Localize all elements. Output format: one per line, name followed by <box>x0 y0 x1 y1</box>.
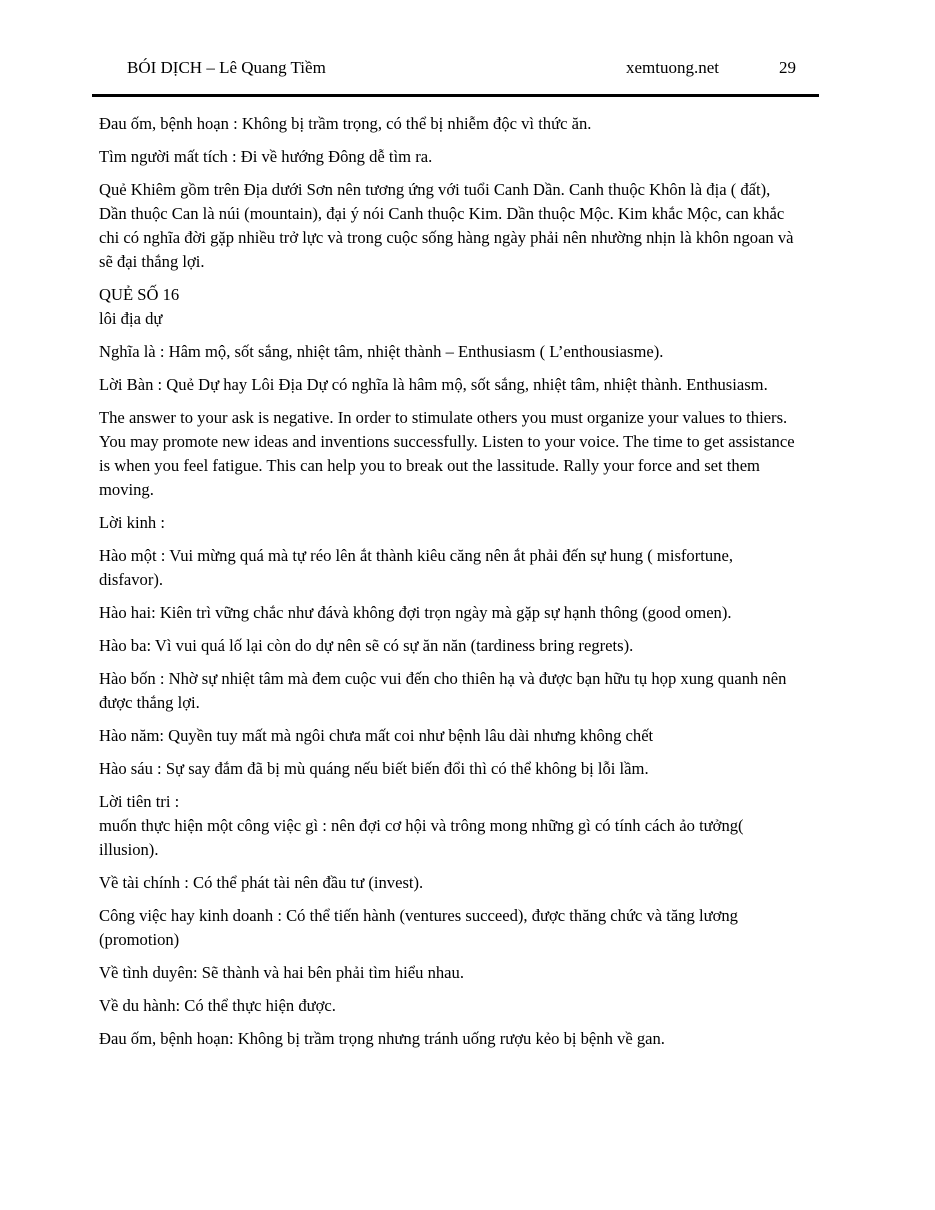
page-header <box>0 58 935 80</box>
paragraph-hao-4: Hào bốn : Nhờ sự nhiệt tâm mà đem cuộc vui đến cho thiên hạ và được bạn hữu tụ họp xung quanh nên được thắng lợi. <box>99 669 787 712</box>
paragraph-travel: Về du hành: Có thể thực hiện được. <box>99 996 336 1015</box>
paragraph-loi-kinh: Lời kinh : <box>99 513 165 532</box>
paragraph-hao-2: Hào hai: Kiên trì vững chắc như đávà không đợi trọn ngày mà gặp sự hạnh thông (good omen). <box>99 603 732 622</box>
paragraph-commentary: Lời Bàn : Quẻ Dự hay Lôi Địa Dự có nghĩa là hâm mộ, sốt sắng, nhiệt tâm, nhiệt thành. Enthusiasm. <box>99 375 768 394</box>
paragraph-love: Về tình duyên: Sẽ thành và hai bên phải tìm hiểu nhau. <box>99 963 464 982</box>
header-site: xemtuong.net <box>626 58 720 77</box>
header-title: BÓI DỊCH – Lê Quang Tiềm <box>127 58 326 77</box>
paragraph-que-khiem: Quẻ Khiêm gồm trên Địa dưới Sơn nên tương ứng với tuổi Canh Dần. Canh thuộc Khôn là địa ( đất), Dần thuộc Can là núi (mountain), đại ý nói Canh thuộc Kim. Dần thuộc Mộc. Kim khắc Mộc, can khắc chi có nghĩa đời gặp nhiều trở lực và trong cuộc sống hàng ngày phải nên nhường nhịn là khôn ngoan và sẽ đại thắng lợi. <box>99 180 794 271</box>
paragraph-finance: Về tài chính : Có thể phát tài nên đầu tư (invest). <box>99 873 424 892</box>
section-subheading: lôi địa dự <box>99 309 163 328</box>
paragraph-prophecy: muốn thực hiện một công việc gì : nên đợi cơ hội và trông mong những gì có tính cách ảo tưởng( illusion). <box>99 816 744 859</box>
paragraph-english: The answer to your ask is negative. In order to stimulate others you must organize your values to thiers. You may promote new ideas and inventions successfully. Listen to your voice. The time to get assistance is when you feel fatigue. This can help you to break out the lassitude. Rally your force and set them moving. <box>99 408 795 499</box>
paragraph-business: Công việc hay kinh doanh : Có thể tiến hành (ventures succeed), được thăng chức và tăng lương (promotion) <box>99 906 738 949</box>
paragraph-missing-person: Tìm người mất tích : Đi về hướng Đông dễ tìm ra. <box>99 147 433 166</box>
paragraph-hao-6: Hào sáu : Sự say đắm đã bị mù quáng nếu biết biến đổi thì có thể không bị lỗi lầm. <box>99 759 649 778</box>
page-number: 29 <box>779 58 796 77</box>
document-body <box>99 112 799 1060</box>
paragraph-prophecy-label: Lời tiên tri : <box>99 792 180 811</box>
paragraph-illness-2: Đau ốm, bệnh hoạn: Không bị trầm trọng nhưng tránh uống rượu kẻo bị bệnh về gan. <box>99 1029 665 1048</box>
paragraph-hao-5: Hào năm: Quyền tuy mất mà ngôi chưa mất coi như bệnh lâu dài nhưng không chết <box>99 726 654 745</box>
paragraph-hao-3: Hào ba: Vì vui quá lố lại còn do dự nên sẽ có sự ăn năn (tardiness bring regrets). <box>99 636 634 655</box>
paragraph-illness: Đau ốm, bệnh hoạn : Không bị trầm trọng, có thể bị nhiễm độc vì thức ăn. <box>99 114 592 133</box>
paragraph-hao-1: Hào một : Vui mừng quá mà tự réo lên ắt thành kiêu căng nên ắt phải đến sự hung ( misfortune, disfavor). <box>99 546 733 589</box>
paragraph-meaning: Nghĩa là : Hâm mộ, sốt sắng, nhiệt tâm, nhiệt thành – Enthusiasm ( L’enthousiasme). <box>99 342 664 361</box>
header-divider <box>92 94 819 97</box>
section-heading: QUẺ SỐ 16 <box>99 285 180 304</box>
